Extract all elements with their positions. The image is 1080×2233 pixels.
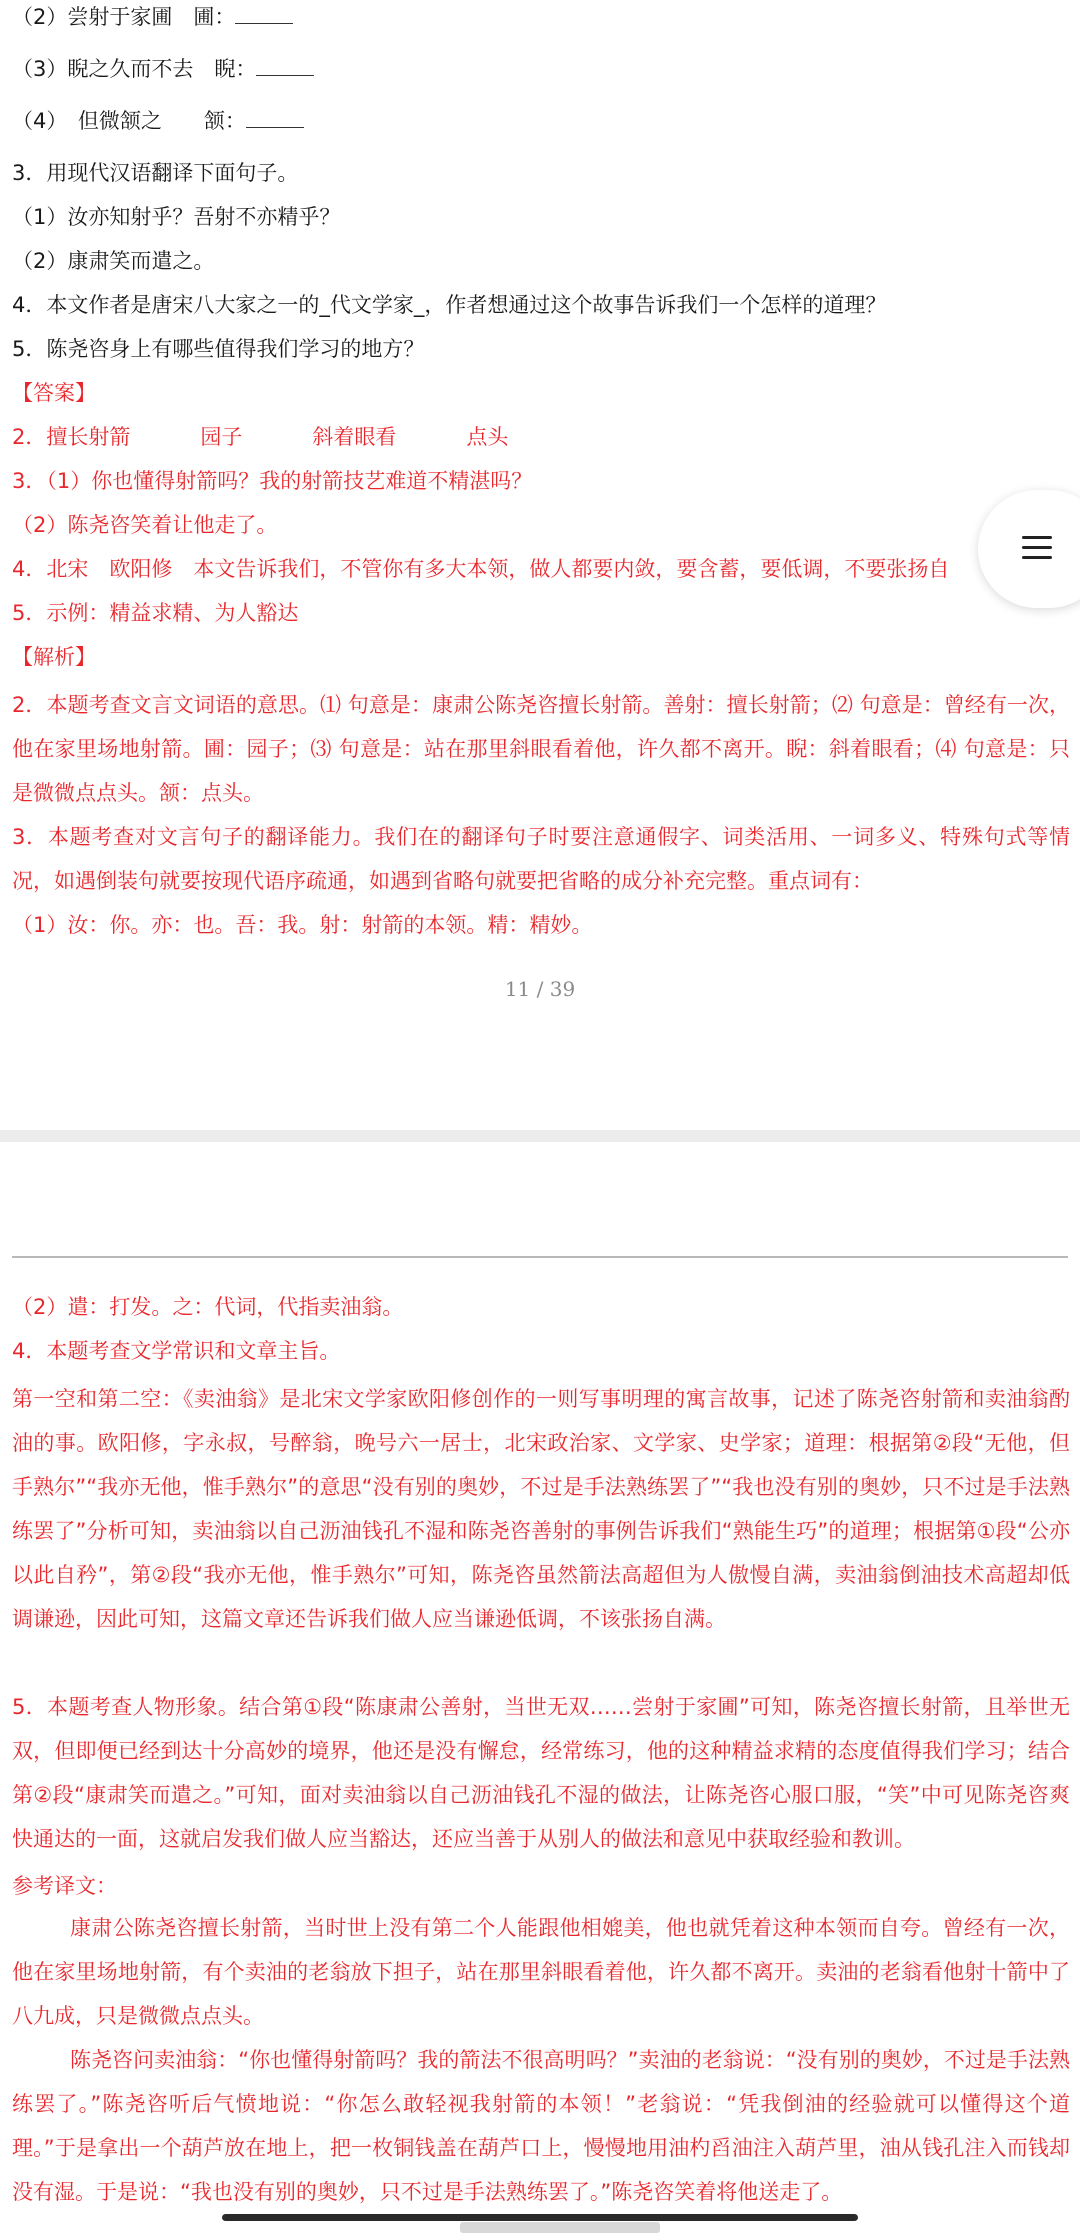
menu-icon-bar: [1022, 546, 1052, 549]
question-2-item-2: （2）尝射于家圃 圃：: [12, 2, 293, 32]
analysis-3-2: （2）遣：打发。之：代词，代指卖油翁。: [12, 1295, 404, 1319]
answer-4: 4．北宋 欧阳修 本文告诉我们，不管你有多大本领，做人都要内敛，要含蓄，要低调，不要张扬自: [12, 557, 950, 581]
answer-heading: 【答案】: [12, 381, 96, 405]
analysis-heading: 【解析】: [12, 645, 96, 669]
analysis-5: 5．本题考查人物形象。结合第①段“陈康肃公善射，当世无双……尝射于家圃”可知，陈尧咨擅长射箭，且举世无双，但即便已经到达十分高妙的境界，他还是没有懈怠，经常练习，他的这种精益求精的态度值得我们学习；结合第②段“康肃笑而遣之。”可知，面对卖油翁以自己沥油钱孔不湿的做法，让陈尧咨心服口服，“笑”中可见陈尧咨爽快通达的一面，这就启发我们做人应当豁达，还应当善于从别人的做法和意见中获取经验和教训。: [12, 1695, 1070, 1851]
answer-2-item: 斜着眼看: [312, 425, 397, 449]
page-separator: [0, 1130, 1080, 1142]
menu-button[interactable]: [978, 490, 1080, 608]
home-indicator[interactable]: [222, 2214, 858, 2221]
answer-2-item: 擅长射箭: [46, 425, 131, 449]
answer-blank: [246, 109, 304, 128]
answer-2: 2．擅长射箭 园子 斜着眼看 点头: [12, 422, 578, 452]
analysis-3-1: （1）汝：你。亦：也。吾：我。射：射箭的本领。精：精妙。: [12, 913, 593, 937]
answer-3-1: 3．（1）你也懂得射箭吗？我的射箭技艺难道不精湛吗？: [12, 469, 533, 493]
menu-icon-bar: [1022, 556, 1052, 559]
answer-2-item: 点头: [466, 425, 509, 449]
analysis-2: 2．本题考查文言文词语的意思。⑴ 句意是：康肃公陈尧咨擅长射箭。善射：擅长射箭；⑵ 句意是：曾经有一次，他在家里场地射箭。圃：园子；⑶ 句意是：站在那里斜眼看着他，许久都不离开。睨：斜着眼看；⑷ 句意是：只是微微点点头。颔：点头。: [12, 693, 1070, 805]
reference-translation-paragraph-1: 康肃公陈尧咨擅长射箭，当时世上没有第二个人能跟他相媲美，他也就凭着这种本领而自夸。曾经有一次，他在家里场地射箭，有个卖油的老翁放下担子，站在那里斜眼看着他，许久都不离开。卖油的老翁看他射十箭中了八九成，只是微微点点头。: [12, 1916, 1070, 2028]
question-3: 3．用现代汉语翻译下面句子。: [12, 161, 299, 185]
answer-5: 5．示例：精益求精、为人豁达: [12, 601, 299, 625]
reference-translation-heading: 参考译文：: [12, 1874, 117, 1898]
question-2-item-3: （3）睨之久而不去 睨：: [12, 54, 314, 84]
question-3-item-1: （1）汝亦知射乎？吾射不亦精乎？: [12, 205, 341, 229]
answer-3-2: （2）陈尧咨笑着让他走了。: [12, 513, 278, 537]
question-3-item-2: （2）康肃笑而遣之。: [12, 249, 215, 273]
question-2-item-4: （4） 但微颔之 颔：: [12, 106, 304, 136]
header-rule: [12, 1256, 1068, 1258]
analysis-4-heading: 4．本题考查文学常识和文章主旨。: [12, 1339, 341, 1363]
analysis-4: 第一空和第二空：《卖油翁》是北宋文学家欧阳修创作的一则写事明理的寓言故事，记述了陈尧咨射箭和卖油翁酌油的事。欧阳修，字永叔，号醉翁，晚号六一居士，北宋政治家、文学家、史学家；道理：根据第②段“无他，但手熟尔”“我亦无他，惟手熟尔”的意思“没有别的奥妙，不过是手法熟练罢了”“我也没有别的奥妙，只不过是手法熟练罢了”分析可知，卖油翁以自己沥油钱孔不湿和陈尧咨善射的事例告诉我们“熟能生巧”的道理；根据第①段“公亦以此自矜”，第②段“我亦无他，惟手熟尔”可知，陈尧咨虽然箭法高超但为人傲慢自满，卖油翁倒油技术高超却低调谦逊，因此可知，这篇文章还告诉我们做人应当谦逊低调，不该张扬自满。: [12, 1387, 1070, 1631]
answer-blank: [256, 57, 314, 76]
menu-icon: [1022, 536, 1052, 539]
page-number: 11 / 39: [504, 977, 576, 1001]
answer-2-item: 园子: [200, 425, 243, 449]
answer-blank: [235, 5, 293, 24]
analysis-3: 3．本题考查对文言句子的翻译能力。我们在的翻译句子时要注意通假字、词类活用、一词多义、特殊句式等情况，如遇倒装句就要按现代语序疏通，如遇到省略句就要把省略的成分补充完整。重点词有：: [12, 825, 1070, 893]
next-page-peek: [460, 2222, 660, 2233]
question-4: 4．本文作者是唐宋八大家之一的_代文学家_，作者想通过这个故事告诉我们一个怎样的道理？: [12, 293, 887, 317]
reference-translation-paragraph-2: 陈尧咨问卖油翁：“你也懂得射箭吗？我的箭法不很高明吗？”卖油的老翁说：“没有别的奥妙，不过是手法熟练罢了。”陈尧咨听后气愤地说：“你怎么敢轻视我射箭的本领！”老翁说：“凭我倒油的经验就可以懂得这个道理。”于是拿出一个葫芦放在地上，把一枚铜钱盖在葫芦口上，慢慢地用油杓舀油注入葫芦里，油从钱孔注入而钱却没有湿。于是说：“我也没有别的奥妙，只不过是手法熟练罢了。”陈尧咨笑着将他送走了。: [12, 2048, 1070, 2204]
question-5: 5．陈尧咨身上有哪些值得我们学习的地方？: [12, 337, 425, 361]
